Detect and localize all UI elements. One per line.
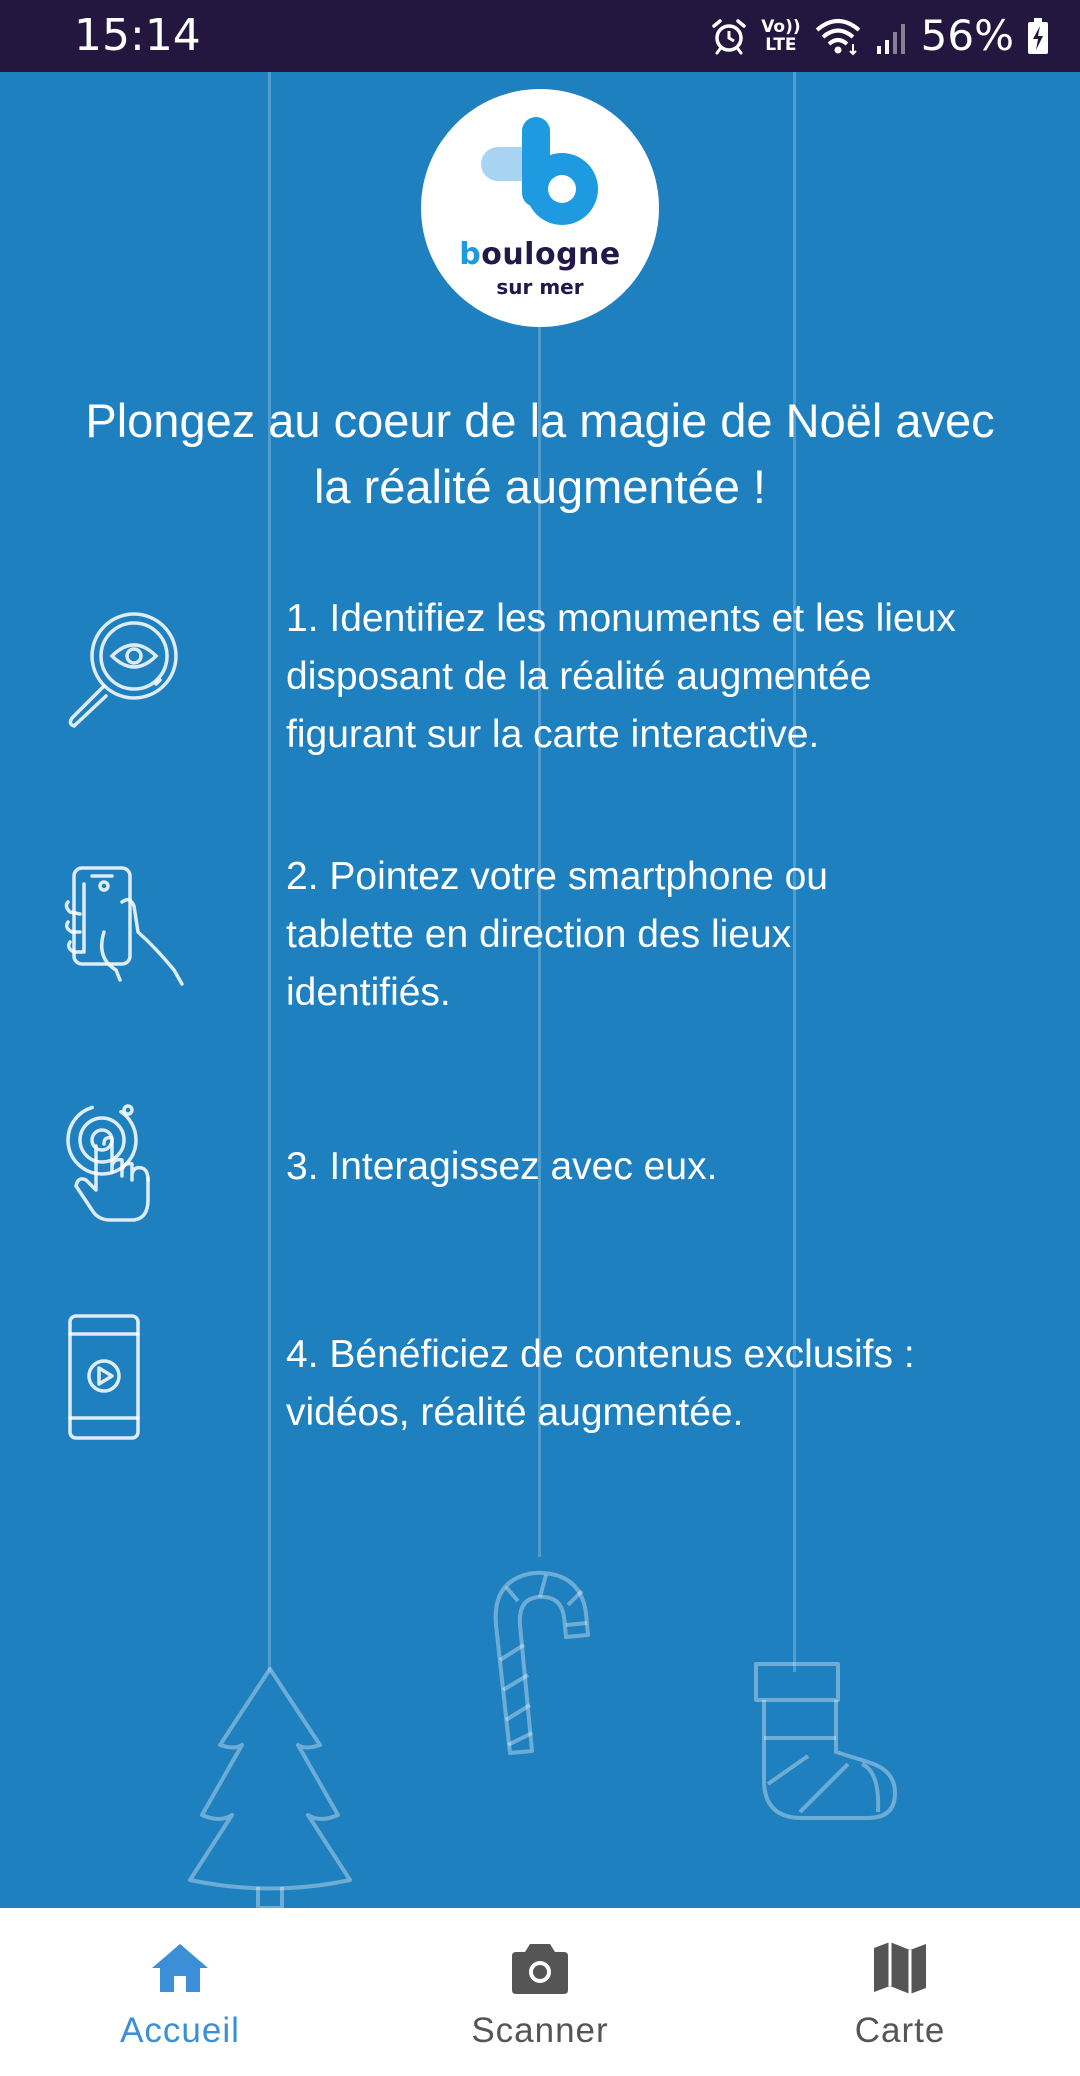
decorative-line-left xyxy=(268,72,271,1672)
battery-charging-icon xyxy=(1026,16,1050,56)
nav-label-scanner: Scanner xyxy=(471,2011,609,2050)
step-2-line-2: tablette en direction des lieux xyxy=(286,913,792,956)
step-2-line-1: 2. Pointez votre smartphone ou xyxy=(286,855,828,898)
volte-icon xyxy=(761,18,800,54)
phone-video-icon xyxy=(64,1312,144,1446)
christmas-tree-icon xyxy=(180,1665,360,1914)
volte-label-bottom: LTE xyxy=(765,35,797,55)
step-3-text xyxy=(286,1138,1026,1196)
home-icon xyxy=(150,1938,210,2002)
status-bar xyxy=(0,0,1080,72)
step-1-line-1: 1. Identifiez les monuments et les lieux xyxy=(286,597,956,640)
step-1-text xyxy=(286,590,1026,764)
step-4-text xyxy=(286,1326,1026,1442)
step-4-line-2: vidéos, réalité augmentée. xyxy=(286,1391,744,1434)
nav-item-accueil[interactable] xyxy=(0,1908,360,2076)
step-2-text xyxy=(286,848,1026,1022)
bottom-navigation xyxy=(0,1908,1080,2076)
finger-tap-icon xyxy=(64,1100,164,1229)
step-1-line-3: figurant sur la carte interactive. xyxy=(286,713,820,756)
logo-subtitle: sur mer xyxy=(496,275,584,299)
app-logo xyxy=(421,89,659,327)
volte-label-top: Vo)) xyxy=(761,17,801,37)
logo-wordmark xyxy=(421,237,659,272)
page-headline xyxy=(40,388,1040,520)
nav-item-carte[interactable] xyxy=(720,1908,1080,2076)
step-1-line-2: disposant de la réalité augmentée xyxy=(286,655,872,698)
battery-percentage: 56% xyxy=(920,11,1014,60)
christmas-stocking-icon xyxy=(750,1660,900,1829)
hand-smartphone-icon xyxy=(64,862,184,996)
logo-b-mark xyxy=(476,117,606,241)
headline-line-2: la réalité augmentée ! xyxy=(313,460,766,513)
nav-item-scanner[interactable] xyxy=(360,1908,720,2076)
step-4-line-1: 4. Bénéficiez de contenus exclusifs : xyxy=(286,1333,915,1376)
camera-icon xyxy=(510,1938,570,2002)
step-3-line-1: 3. Interagissez avec eux. xyxy=(286,1145,718,1188)
candy-cane-icon xyxy=(488,1565,593,1764)
alarm-icon xyxy=(709,16,749,56)
map-icon xyxy=(870,1938,930,2002)
wifi-icon xyxy=(813,16,863,56)
status-icons xyxy=(709,10,1050,62)
headline-line-1: Plongez au coeur de la magie de Noël avec xyxy=(85,394,995,447)
logo-wordmark-initial: b xyxy=(459,237,482,272)
signal-icon xyxy=(875,16,909,56)
magnifier-eye-icon xyxy=(64,610,184,734)
status-time: 15:14 xyxy=(74,10,201,61)
nav-label-accueil: Accueil xyxy=(120,2011,240,2050)
logo-wordmark-rest: oulogne xyxy=(481,237,621,272)
nav-label-carte: Carte xyxy=(854,2011,946,2050)
step-2-line-3: identifiés. xyxy=(286,971,451,1014)
